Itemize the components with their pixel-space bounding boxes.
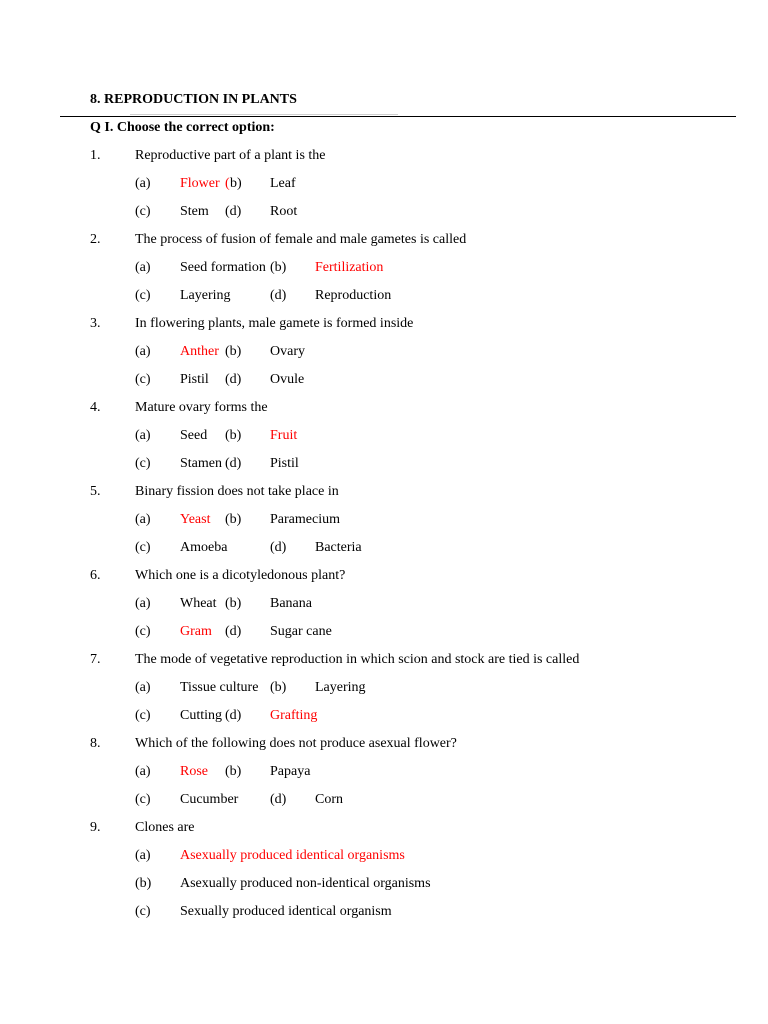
option-label: (d) xyxy=(270,288,287,303)
option-label: (a) xyxy=(135,512,151,527)
option-label: (c) xyxy=(135,204,151,219)
option-label: b) xyxy=(230,176,242,191)
option-label: (d) xyxy=(270,540,287,555)
question-2 xyxy=(0,232,768,252)
question-text: In flowering plants, male gamete is formed inside xyxy=(135,316,414,331)
option-label: (a) xyxy=(135,680,151,695)
question-3 xyxy=(0,316,768,336)
option-text: Seed xyxy=(180,428,208,443)
option-row xyxy=(0,204,768,224)
option-text: Sexually produced identical organism xyxy=(180,904,392,919)
question-4 xyxy=(0,400,768,420)
option-label: (b) xyxy=(225,512,242,527)
option-text: Bacteria xyxy=(315,540,362,555)
question-number: 6. xyxy=(90,568,101,583)
question-1 xyxy=(0,148,768,168)
option-row xyxy=(0,624,768,644)
option-label: (b) xyxy=(270,680,287,695)
option-label: (b) xyxy=(225,764,242,779)
option-text: Paramecium xyxy=(270,512,340,527)
question-number: 9. xyxy=(90,820,101,835)
option-row xyxy=(0,260,768,280)
question-8 xyxy=(0,736,768,756)
option-row xyxy=(0,596,768,616)
question-text: Which one is a dicotyledonous plant? xyxy=(135,568,346,583)
question-number: 8. xyxy=(90,736,101,751)
correct-answer: Gram xyxy=(180,624,212,639)
option-row xyxy=(0,876,768,896)
section-instruction: Q I. Choose the correct option: xyxy=(90,120,275,135)
page-title: 8. REPRODUCTION IN PLANTS xyxy=(90,92,297,107)
option-label: (c) xyxy=(135,288,151,303)
option-text: Reproduction xyxy=(315,288,392,303)
option-label: (c) xyxy=(135,792,151,807)
option-row xyxy=(0,708,768,728)
option-text: Layering xyxy=(180,288,231,303)
option-text: Corn xyxy=(315,792,343,807)
divider-shadow xyxy=(130,114,398,115)
option-label: (a) xyxy=(135,596,151,611)
option-label: (a) xyxy=(135,428,151,443)
option-label: (c) xyxy=(135,372,151,387)
option-text: Seed formation xyxy=(180,260,266,275)
question-number: 4. xyxy=(90,400,101,415)
option-label: (c) xyxy=(135,624,151,639)
option-row xyxy=(0,904,768,924)
option-label: (c) xyxy=(135,904,151,919)
correct-answer: Flower xyxy=(180,176,220,191)
option-label: (a) xyxy=(135,176,151,191)
option-label: (b) xyxy=(135,876,152,891)
option-row xyxy=(0,288,768,308)
option-text: Banana xyxy=(270,596,312,611)
option-text: Tissue culture xyxy=(180,680,259,695)
option-row xyxy=(0,176,768,196)
correct-answer: Fertilization xyxy=(315,260,384,275)
option-label: (a) xyxy=(135,848,151,863)
correct-answer: Grafting xyxy=(270,708,318,723)
question-7 xyxy=(0,652,768,672)
option-label: (a) xyxy=(135,260,151,275)
option-text: Papaya xyxy=(270,764,311,779)
option-label: (d) xyxy=(225,624,242,639)
option-label: (b) xyxy=(225,596,242,611)
option-row xyxy=(0,512,768,532)
option-text: Pistil xyxy=(180,372,209,387)
option-row xyxy=(0,344,768,364)
question-number: 1. xyxy=(90,148,101,163)
question-text: Binary fission does not take place in xyxy=(135,484,339,499)
option-text: Leaf xyxy=(270,176,296,191)
option-label: (d) xyxy=(225,372,242,387)
option-label: (d) xyxy=(270,792,287,807)
option-label: (a) xyxy=(135,764,151,779)
option-row xyxy=(0,428,768,448)
question-text: The process of fusion of female and male gametes is called xyxy=(135,232,467,247)
option-row xyxy=(0,680,768,700)
question-number: 5. xyxy=(90,484,101,499)
option-text: Cucumber xyxy=(180,792,239,807)
option-row xyxy=(0,540,768,560)
question-text: Reproductive part of a plant is the xyxy=(135,148,326,163)
option-text: Stamen xyxy=(180,456,222,471)
option-text: Stem xyxy=(180,204,209,219)
correct-answer: Yeast xyxy=(180,512,211,527)
correct-answer: Fruit xyxy=(270,428,298,443)
option-text: Root xyxy=(270,204,298,219)
option-text: Wheat xyxy=(180,596,217,611)
question-text: Clones are xyxy=(135,820,195,835)
option-text: Sugar cane xyxy=(270,624,332,639)
question-number: 7. xyxy=(90,652,101,667)
option-row xyxy=(0,456,768,476)
option-label: (b) xyxy=(225,428,242,443)
option-label: (d) xyxy=(225,204,242,219)
question-number: 3. xyxy=(90,316,101,331)
option-label: (a) xyxy=(135,344,151,359)
question-number: 2. xyxy=(90,232,101,247)
option-label: (b) xyxy=(270,260,287,275)
option-label: (c) xyxy=(135,540,151,555)
question-9 xyxy=(0,820,768,840)
option-row xyxy=(0,792,768,812)
option-text: Ovule xyxy=(270,372,305,387)
correct-answer: Asexually produced identical organisms xyxy=(180,848,405,863)
title-divider xyxy=(60,116,736,117)
option-label: (c) xyxy=(135,708,151,723)
option-text: Asexually produced non-identical organisms xyxy=(180,876,431,891)
option-row xyxy=(0,848,768,868)
question-6 xyxy=(0,568,768,588)
option-label: (d) xyxy=(225,456,242,471)
correct-answer: Rose xyxy=(180,764,208,779)
option-text: Ovary xyxy=(270,344,305,359)
option-text: Layering xyxy=(315,680,366,695)
question-text: Which of the following does not produce asexual flower? xyxy=(135,736,457,751)
question-text: Mature ovary forms the xyxy=(135,400,268,415)
question-5 xyxy=(0,484,768,504)
option-text: Amoeba xyxy=(180,540,228,555)
option-label: (c) xyxy=(135,456,151,471)
option-text: Cutting xyxy=(180,708,223,723)
option-label: (b) xyxy=(225,344,242,359)
option-label: (d) xyxy=(225,708,242,723)
option-row xyxy=(0,372,768,392)
question-text: The mode of vegetative reproduction in which scion and stock are tied is called xyxy=(135,652,580,667)
correct-answer: Anther xyxy=(180,344,219,359)
option-text: Pistil xyxy=(270,456,299,471)
option-row xyxy=(0,764,768,784)
option-label: ( xyxy=(225,176,230,191)
